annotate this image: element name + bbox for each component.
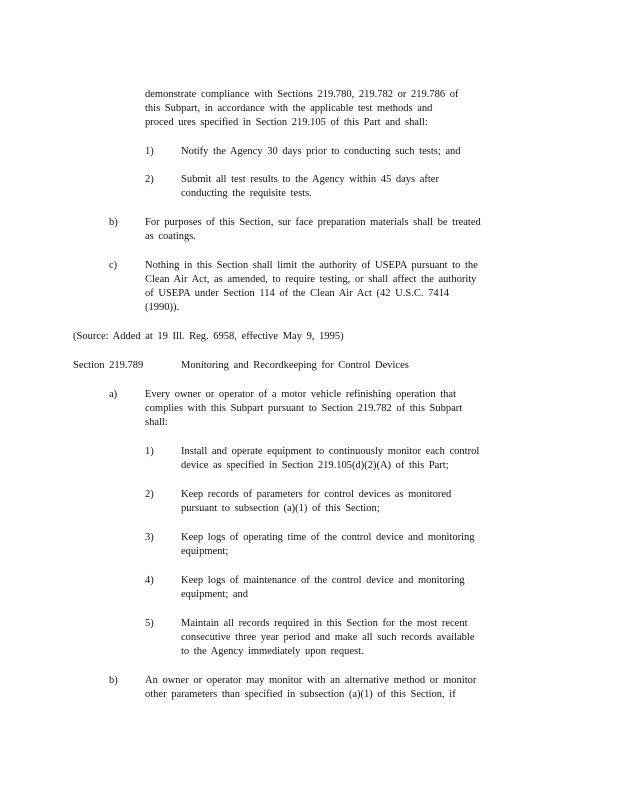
section-para-a-line-2: complies with this Subpart pursuant to Section 219.782 of this Subpart <box>145 403 463 414</box>
section-item-5-label: 5) <box>145 618 154 629</box>
intro-item-1-line-1: Notify the Agency 30 days prior to conducting such tests; and <box>181 146 461 157</box>
section-item-3-line-2: equipment; <box>181 546 229 557</box>
intro-para-c-line-2: Clean Air Act, as amended, to require testing, or shall affect the authority <box>145 274 477 285</box>
section-item-1-label: 1) <box>145 446 154 457</box>
section-item-2-line-1: Keep records of parameters for control devices as monitored <box>181 489 452 500</box>
intro-para-c-line-1: Nothing in this Section shall limit the authority of USEPA pursuant to the <box>145 260 478 271</box>
section-para-a-line-3: shall: <box>145 417 168 428</box>
section-item-4-line-2: equipment; and <box>181 589 249 600</box>
intro-para-c-line-3: of USEPA under Section 114 of the Clean Air Act (42 U.S.C. 7414 <box>145 288 450 299</box>
intro-para-b-line-2: as coatings. <box>145 231 196 242</box>
intro-para-b-line-1: For purposes of this Section, sur face preparation materials shall be treated <box>145 217 481 228</box>
section-item-4-line-1: Keep logs of maintenance of the control device and monitoring <box>181 575 465 586</box>
section-item-3-label: 3) <box>145 532 154 543</box>
section-item-1-line-2: device as specified in Section 219.105(d)(2)(A) of this Part; <box>181 460 449 471</box>
section-item-1-line-1: Install and operate equipment to continuously monitor each control <box>181 446 480 457</box>
intro-para-c-line-4: (1990)). <box>145 302 180 313</box>
intro-item-1-label: 1) <box>145 146 154 157</box>
source-note: (Source: Added at 19 Ill. Reg. 6958, effective May 9, 1995) <box>73 331 344 342</box>
section-item-3-line-1: Keep logs of operating time of the control device and monitoring <box>181 532 475 543</box>
final-para-b-line-1: An owner or operator may monitor with an alternative method or monitor <box>145 675 477 686</box>
intro-item-2-line-1: Submit all test results to the Agency within 45 days after <box>181 174 439 185</box>
section-para-a-line-1: Every owner or operator of a motor vehicle refinishing operation that <box>145 389 456 400</box>
section-title: Monitoring and Recordkeeping for Control Devices <box>181 360 409 371</box>
section-item-2-label: 2) <box>145 489 154 500</box>
section-item-4-label: 4) <box>145 575 154 586</box>
section-item-5-line-1: Maintain all records required in this Section for the most recent <box>181 618 468 629</box>
section-item-5-line-2: consecutive three year period and make all such records available <box>181 632 475 643</box>
intro-item-2-label: 2) <box>145 174 154 185</box>
final-para-b-line-2: other parameters than specified in subsection (a)(1) of this Section, if <box>145 689 456 700</box>
intro-para-b-label: b) <box>109 217 118 228</box>
final-para-b-label: b) <box>109 675 118 686</box>
section-para-a-label: a) <box>109 389 118 400</box>
intro-line-3: proced ures specified in Section 219.105 of this Part and shall: <box>145 117 428 128</box>
intro-item-2-line-2: conducting the requisite tests. <box>181 188 312 199</box>
section-item-2-line-2: pursuant to subsection (a)(1) of this Section; <box>181 503 380 514</box>
intro-para-c-label: c) <box>109 260 118 271</box>
intro-line-1: demonstrate compliance with Sections 219.780, 219.782 or 219.786 of <box>145 89 459 100</box>
section-number: Section 219.789 <box>73 360 144 371</box>
intro-line-2: this Subpart, in accordance with the applicable test methods and <box>145 103 433 114</box>
section-item-5-line-3: to the Agency immediately upon request. <box>181 646 364 657</box>
